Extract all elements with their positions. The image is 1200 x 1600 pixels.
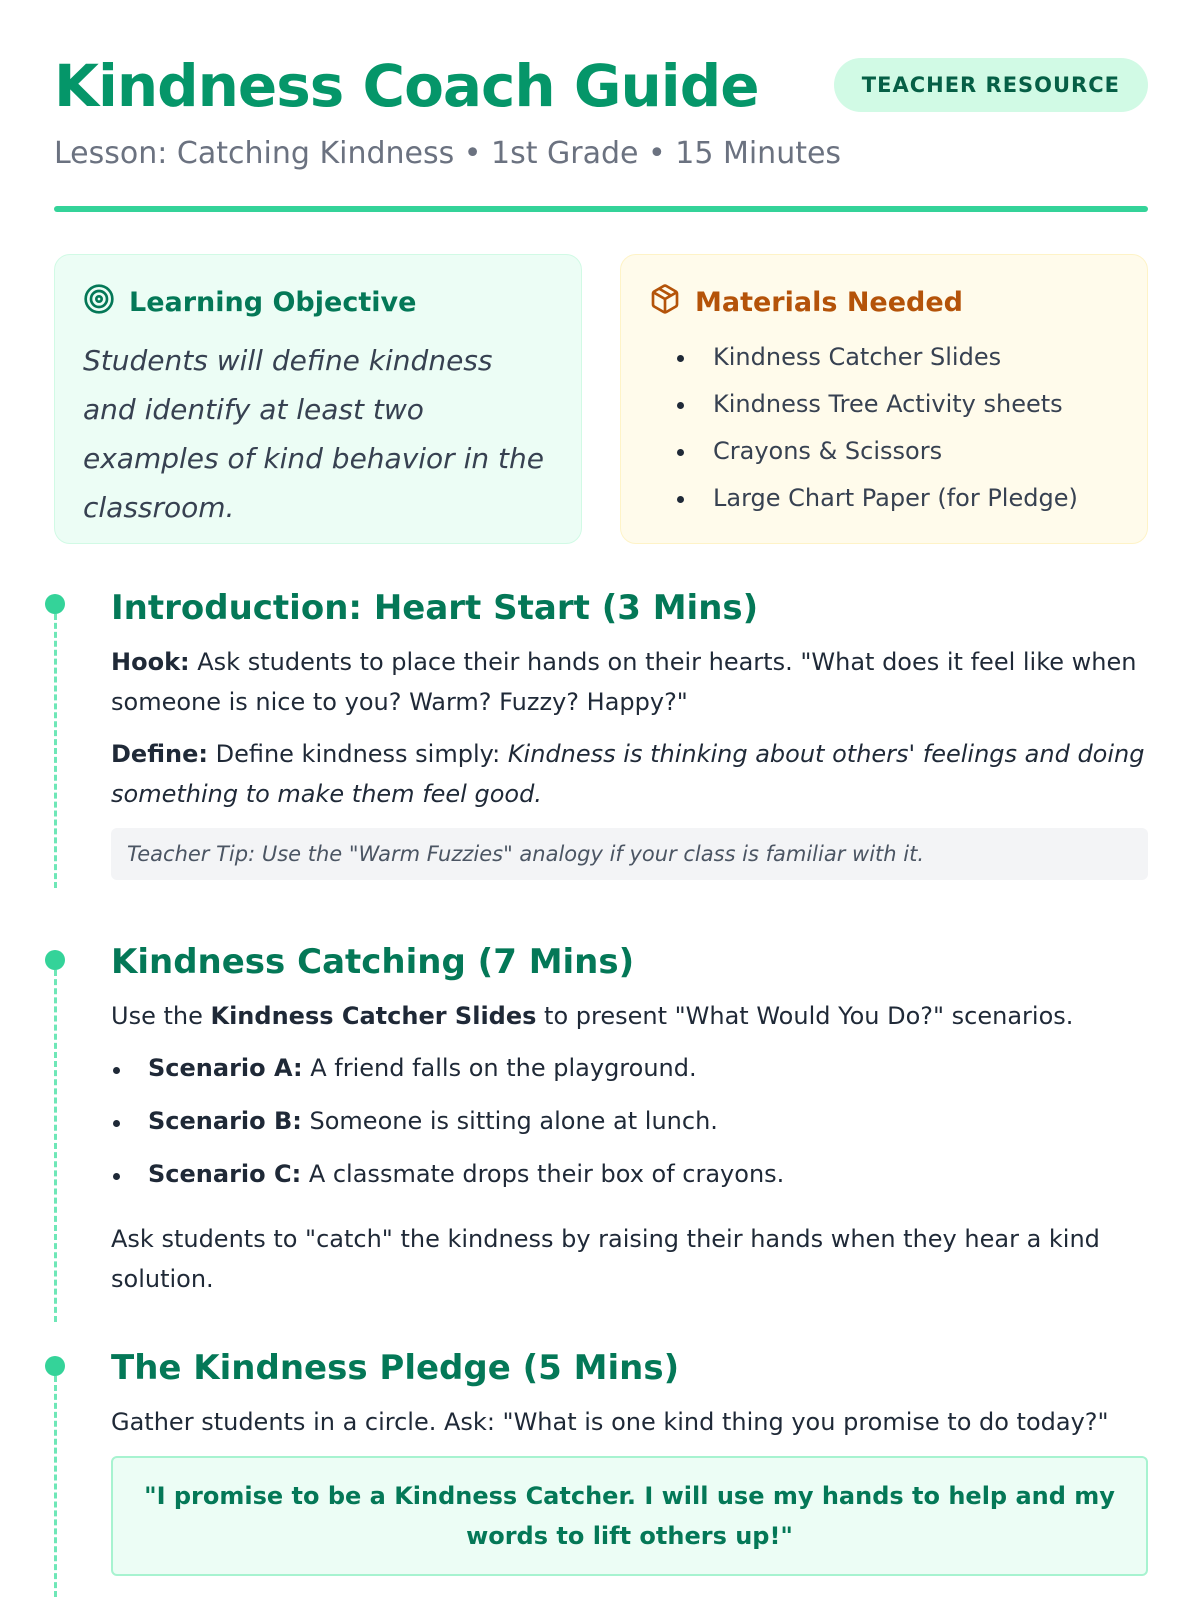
section-title: Kindness Catching (7 Mins) <box>111 942 635 982</box>
learning-objective-card <box>54 254 582 544</box>
slides-name: Kindness Catcher Slides <box>210 1002 537 1030</box>
learning-objective-heading <box>83 283 553 322</box>
page-title: Kindness Coach Guide <box>54 52 759 120</box>
catching-closing: Ask students to "catch" the kindness by raising their hands when they hear a kind solution. <box>111 1225 1100 1293</box>
list-item: Scenario A: A friend falls on the playground. <box>111 1042 1148 1095</box>
list-item: Scenario B: Someone is sitting alone at lunch. <box>111 1095 1148 1148</box>
pledge-lead: Gather students in a circle. Ask: "What is one kind thing you promise to do today?" <box>111 1408 1109 1436</box>
header-divider <box>54 206 1148 212</box>
materials-heading <box>649 283 1119 322</box>
box-icon <box>649 283 681 322</box>
define-text: Define kindness simply: <box>207 740 508 768</box>
materials-card <box>620 254 1148 544</box>
hook-text: Ask students to place their hands on their hearts. "What does it feel like when someone is nice to you? Warm? Fuzzy? Happy?" <box>111 648 1137 716</box>
list-item: Large Chart Paper (for Pledge) <box>649 475 1119 522</box>
lesson-subtitle: Lesson: Catching Kindness • 1st Grade • 15 Minutes <box>54 136 842 171</box>
target-icon <box>83 283 115 322</box>
section-title: The Kindness Pledge (5 Mins) <box>111 1348 680 1388</box>
timeline-dot <box>45 594 65 614</box>
catching-lead: Use the Kindness Catcher Slides to present "What Would You Do?" scenarios. <box>111 1002 1074 1030</box>
scenario-list <box>111 1042 1148 1201</box>
pledge-quote: "I promise to be a Kindness Catcher. I will use my hands to help and my words to lift others up!" <box>111 1456 1148 1576</box>
list-item: Scenario C: A classmate drops their box of crayons. <box>111 1148 1148 1201</box>
materials-title: Materials Needed <box>695 287 964 318</box>
hook-label: Hook: <box>111 648 190 676</box>
materials-list <box>649 334 1119 522</box>
list-item: Kindness Tree Activity sheets <box>649 381 1119 428</box>
list-item: Kindness Catcher Slides <box>649 334 1119 381</box>
kindness-definition: Kindness is thinking about others' feelings and doing something to make them feel good. <box>111 740 1145 808</box>
hook-paragraph <box>111 642 1148 722</box>
timeline-line <box>54 614 57 888</box>
page-header <box>54 52 1148 212</box>
learning-objective-title: Learning Objective <box>129 287 417 318</box>
list-item: Crayons & Scissors <box>649 428 1119 475</box>
define-paragraph <box>111 734 1148 814</box>
timeline-line <box>54 1376 57 1600</box>
timeline-line <box>54 970 57 1322</box>
teacher-tip: Teacher Tip: Use the "Warm Fuzzies" analogy if your class is familiar with it. <box>111 828 1148 880</box>
section-title: Introduction: Heart Start (3 Mins) <box>111 588 759 628</box>
timeline-dot <box>45 1356 65 1376</box>
learning-objective-text: Students will define kindness and identify at least two examples of kind behavior in the classroom. <box>83 344 544 524</box>
define-label: Define: <box>111 740 208 768</box>
teacher-resource-badge: TEACHER RESOURCE <box>834 58 1148 112</box>
timeline-dot <box>45 950 65 970</box>
